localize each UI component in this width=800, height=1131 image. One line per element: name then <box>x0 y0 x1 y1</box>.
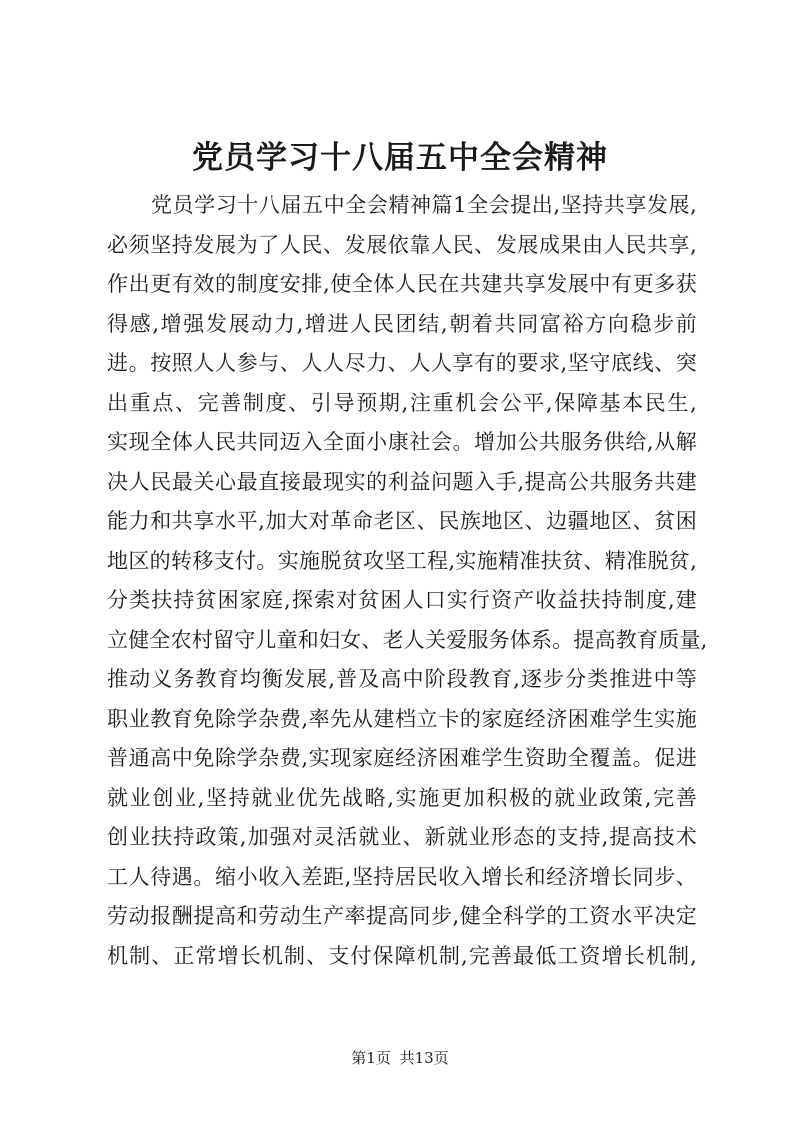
body-line: 党员学习十八届五中全会精神篇1全会提出,坚持共享发展, <box>151 193 697 217</box>
body-line: 就业创业,坚持就业优先战略,实施更加积极的就业政策,完善 <box>107 785 697 810</box>
body-line: 工人待遇。缩小收入差距,坚持居民收入增长和经济增长同步、 <box>107 864 697 889</box>
body-line: 推动义务教育均衡发展,普及高中阶段教育,逐步分类推进中等 <box>107 667 697 691</box>
body-line: 职业教育免除学杂费,率先从建档立卡的家庭经济困难学生实施 <box>107 706 697 731</box>
body-line: 决人民最关心最直接最现实的利益问题入手,提高公共服务共建 <box>107 469 697 494</box>
page-footer <box>0 1048 800 1068</box>
body-line: 普通高中免除学杂费,实现家庭经济困难学生资助全覆盖。促进 <box>107 746 697 770</box>
body-line: 立健全农村留守儿童和妇女、老人关爱服务体系。提高教育质量, <box>107 627 708 652</box>
body-line: 机制、正常增长机制、支付保障机制,完善最低工资增长机制, <box>107 943 697 968</box>
body-line: 分类扶持贫困家庭,探索对贫困人口实行资产收益扶持制度,建 <box>107 588 697 612</box>
document-body <box>107 186 708 976</box>
page-total: 共13页 <box>399 1049 449 1067</box>
body-line: 创业扶持政策,加强对灵活就业、新就业形态的支持,提高技术 <box>107 825 697 849</box>
body-line: 进。按照人人参与、人人尽力、人人享有的要求,坚守底线、突 <box>107 351 697 375</box>
body-line: 出重点、完善制度、引导预期,注重机会公平,保障基本民生, <box>107 390 697 415</box>
body-line: 必须坚持发展为了人民、发展依靠人民、发展成果由人民共享, <box>107 232 697 257</box>
body-line: 得感,增强发展动力,增进人民团结,朝着共同富裕方向稳步前 <box>107 311 697 336</box>
body-line: 实现全体人民共同迈入全面小康社会。增加公共服务供给,从解 <box>107 430 697 454</box>
body-line: 劳动报酬提高和劳动生产率提高同步,健全科学的工资水平决定 <box>107 904 697 928</box>
body-line: 能力和共享水平,加大对革命老区、民族地区、边疆地区、贫困 <box>107 509 697 533</box>
body-line: 地区的转移支付。实施脱贫攻坚工程,实施精准扶贫、精准脱贫, <box>107 548 697 573</box>
page-number: 第1页 <box>351 1049 391 1067</box>
body-line: 作出更有效的制度安排,使全体人民在共建共享发展中有更多获 <box>107 272 697 296</box>
document-title: 党员学习十八届五中全会精神 <box>192 140 608 176</box>
